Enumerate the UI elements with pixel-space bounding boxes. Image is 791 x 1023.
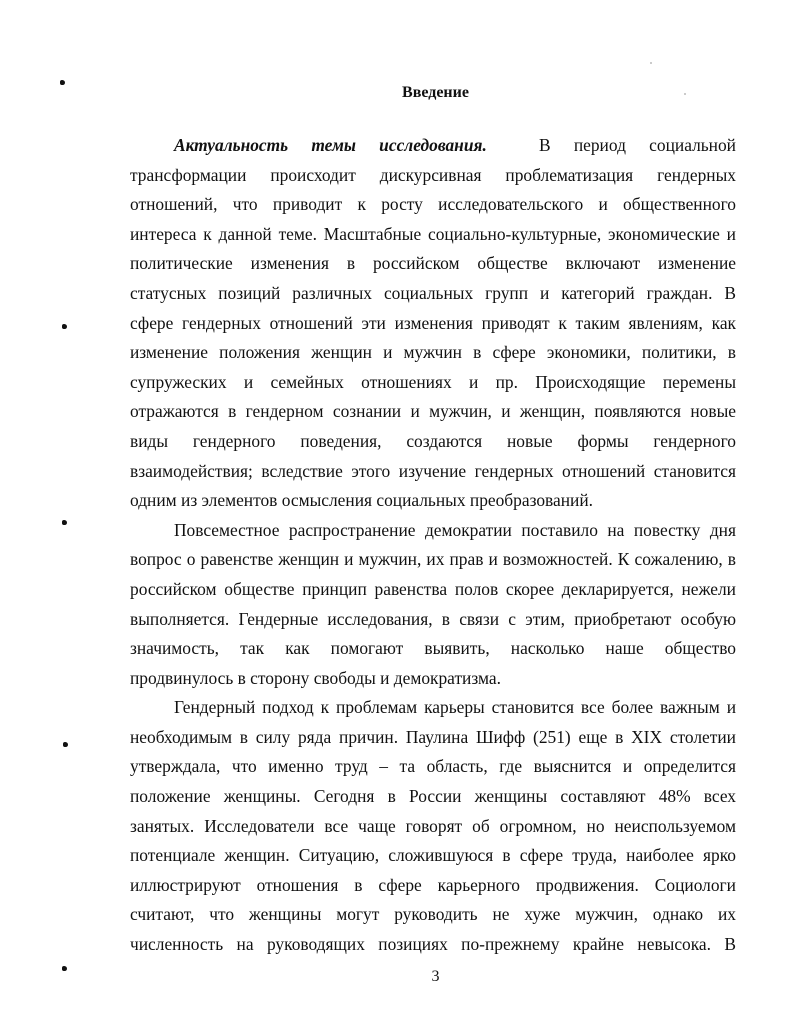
scan-mark — [62, 324, 67, 329]
text-line: интереса к данной теме. Масштабные социально-культурные, экономические и — [130, 223, 736, 244]
text-line: изменение положения женщин и мужчин в сфере экономики, политики, в — [130, 342, 736, 363]
text-line: Повсеместное распространение демократии поставило на повестку дня — [174, 519, 736, 540]
paragraph — [130, 516, 736, 694]
scan-mark — [62, 520, 67, 525]
section-heading: Введение — [402, 84, 469, 101]
text-line: численность на руководящих позициях по-прежнему крайне невысока. В — [130, 934, 736, 955]
text-line: утверждала, что именно труд – та область, где выяснится и определится — [130, 756, 736, 777]
text-line: Актуальность темы исследования. В период социальной — [174, 135, 736, 155]
text-line: трансформации происходит дискурсивная проблематизация гендерных — [130, 164, 736, 185]
text-line: значимость, так как помогают выявить, насколько наше общество — [130, 638, 736, 659]
text-line: политические изменения в российском обществе включают изменение — [130, 253, 736, 274]
lead-phrase: Актуальность темы исследования. — [174, 135, 487, 155]
text-line: считают, что женщины могут руководить не хуже мужчин, однако их — [130, 904, 736, 925]
paragraph — [130, 693, 736, 959]
scan-mark — [63, 742, 68, 747]
text-line: занятых. Исследователи все чаще говорят об огромном, но неиспользуемом — [130, 815, 736, 836]
paragraph — [130, 131, 736, 516]
text-line: необходимым в силу ряда причин. Паулина Шифф (251) еще в XIX столетии — [130, 726, 736, 747]
text-line: отражаются в гендерном сознании и мужчин, и женщин, появляются новые — [130, 401, 736, 422]
scan-speck — [650, 62, 652, 64]
text-line: положение женщины. Сегодня в России женщины составляют 48% всех — [130, 786, 736, 807]
text-line: сфере гендерных отношений эти изменения приводят к таким явлениям, как — [130, 312, 736, 333]
text-line: иллюстрируют отношения в сфере карьерного продвижения. Социологи — [130, 874, 736, 895]
page-number: 3 — [431, 968, 440, 985]
text-line: взаимодействия; вследствие этого изучение гендерных отношений становится — [130, 460, 736, 481]
body-text — [130, 131, 736, 960]
text-line: вопрос о равенстве женщин и мужчин, их прав и возможностей. К сожалению, в — [130, 549, 736, 570]
text-line: выполняется. Гендерные исследования, в связи с этим, приобретают особую — [130, 608, 736, 629]
text-line: супружеских и семейных отношениях и пр. Происходящие перемены — [130, 371, 736, 392]
text-line: одним из элементов осмысления социальных преобразований. — [130, 490, 593, 511]
text-line: Гендерный подход к проблемам карьеры становится все более важным и — [174, 697, 736, 718]
text-line: статусных позиций различных социальных групп и категорий граждан. В — [130, 282, 736, 303]
text-line: виды гендерного поведения, создаются новые формы гендерного — [130, 430, 736, 451]
text-line: отношений, что приводит к росту исследовательского и общественного — [130, 194, 736, 215]
text-line: потенциале женщин. Ситуацию, сложившуюся в сфере труда, наиболее ярко — [130, 845, 736, 866]
text-line: продвинулось в сторону свободы и демократизма. — [130, 667, 501, 688]
text-line: российском обществе принцип равенства полов скорее декларируется, нежели — [130, 578, 736, 599]
